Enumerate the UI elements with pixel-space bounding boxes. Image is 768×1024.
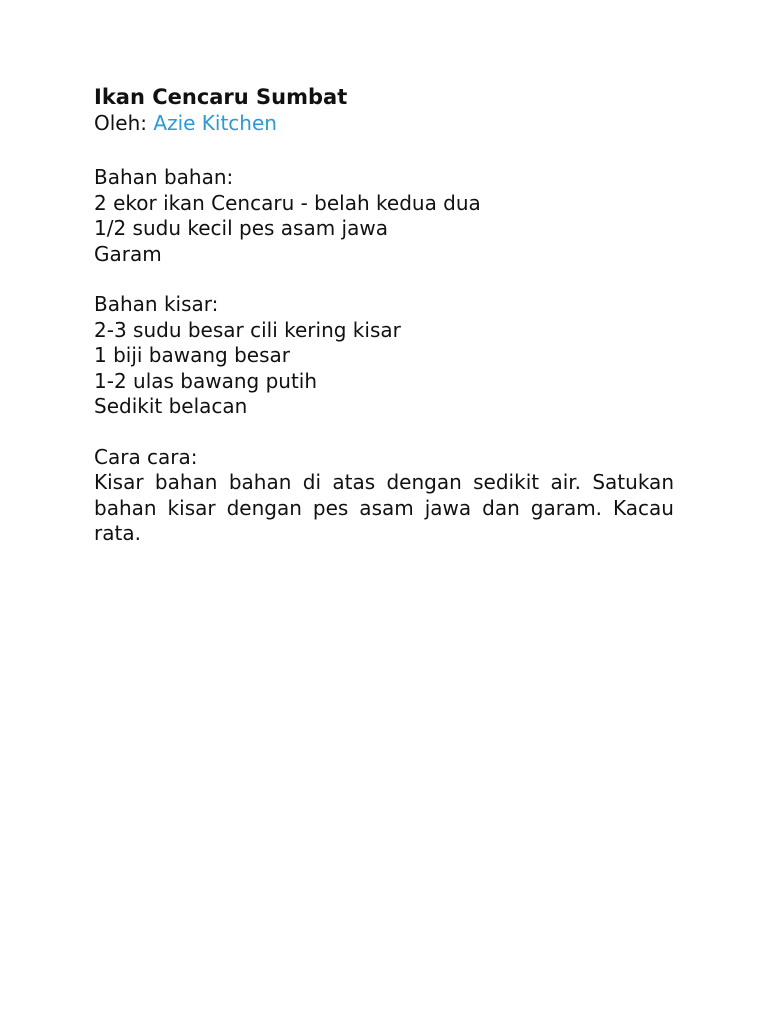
recipe-content [94, 85, 674, 547]
ingredients-section [94, 165, 674, 267]
ingredient-item: 2 ekor ikan Cencaru - belah kedua dua [94, 190, 481, 215]
blend-item: 1-2 ulas bawang putih [94, 368, 318, 393]
blend-item: Sedikit belacan [94, 394, 248, 418]
method-heading: Cara cara: [94, 444, 198, 469]
blend-item: 1 biji bawang besar [94, 343, 290, 367]
ingredient-item: Garam [94, 241, 162, 266]
recipe-title: Ikan Cencaru Sumbat [94, 85, 348, 109]
author-link[interactable]: Azie Kitchen [153, 110, 277, 135]
ingredient-item: 1/2 sudu kecil pes asam jawa [94, 216, 388, 240]
blend-section [94, 292, 674, 420]
blend-item: 2-3 sudu besar cili kering kisar [94, 317, 401, 342]
method-section [94, 445, 674, 547]
method-text: Kisar bahan bahan di atas dengan sedikit air. Satukan bahan kisar dengan pes asam jawa dan garam. Kacau rata. [94, 470, 674, 545]
byline [94, 111, 674, 137]
ingredients-heading: Bahan bahan: [94, 165, 234, 189]
byline-prefix: Oleh: [94, 110, 148, 135]
blend-heading: Bahan kisar: [94, 292, 219, 316]
